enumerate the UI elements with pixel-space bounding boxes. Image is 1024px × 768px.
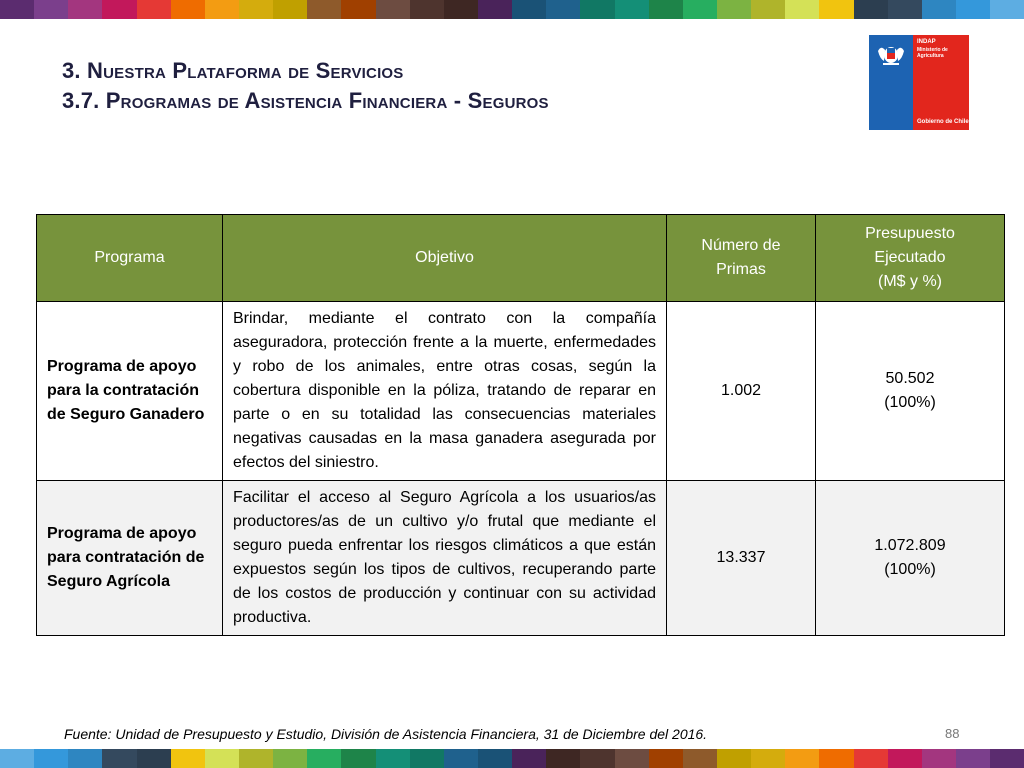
stripe-segment bbox=[307, 749, 341, 768]
stripe-segment bbox=[137, 0, 171, 19]
stripe-segment bbox=[341, 0, 375, 19]
stripe-segment bbox=[546, 0, 580, 19]
stripe-segment bbox=[205, 749, 239, 768]
stripe-segment bbox=[819, 749, 853, 768]
cell-programa: Programa de apoyo para la contratación de Seguro Ganadero bbox=[37, 302, 223, 481]
cell-presupuesto: 1.072.809 (100%) bbox=[816, 481, 1005, 636]
stripe-segment bbox=[615, 0, 649, 19]
table-header-row bbox=[37, 215, 1005, 302]
stripe-segment bbox=[205, 0, 239, 19]
stripe-segment bbox=[649, 0, 683, 19]
logo-name: INDAP bbox=[917, 39, 936, 45]
stripe-segment bbox=[751, 749, 785, 768]
stripe-segment bbox=[0, 0, 34, 19]
stripe-segment bbox=[68, 0, 102, 19]
page-number: 88 bbox=[945, 726, 960, 741]
stripe-segment bbox=[444, 749, 478, 768]
slide-title bbox=[62, 56, 549, 116]
cell-presupuesto: 50.502 (100%) bbox=[816, 302, 1005, 481]
cell-objetivo: Brindar, mediante el contrato con la compañía aseguradora, protección frente a la muerte, enfermedades y robo de los animales, entre otras cosas, según la cobertura disponible en la póliza, tratando de reparar en parte o en su totalidad las consecuencias materiales negativas causadas en la masa ganadera asegurada por efectos del siniestro. bbox=[223, 302, 667, 481]
stripe-segment bbox=[102, 749, 136, 768]
stripe-segment bbox=[751, 0, 785, 19]
stripe-segment bbox=[649, 749, 683, 768]
stripe-segment bbox=[478, 0, 512, 19]
title-line-1: 3. Nuestra Plataforma de Servicios bbox=[62, 58, 404, 83]
column-header-programa: Programa bbox=[37, 215, 223, 302]
stripe-segment bbox=[239, 0, 273, 19]
stripe-segment bbox=[171, 0, 205, 19]
source-note: Fuente: Unidad de Presupuesto y Estudio, División de Asistencia Financiera, 31 de Diciembre del 2016. bbox=[64, 726, 708, 742]
stripe-segment bbox=[580, 749, 614, 768]
logo-government: Gobierno de Chile bbox=[917, 119, 969, 125]
stripe-segment bbox=[273, 749, 307, 768]
stripe-segment bbox=[341, 749, 375, 768]
stripe-segment bbox=[546, 749, 580, 768]
stripe-segment bbox=[683, 0, 717, 19]
stripe-segment bbox=[854, 0, 888, 19]
stripe-segment bbox=[478, 749, 512, 768]
stripe-segment bbox=[819, 0, 853, 19]
table-row bbox=[37, 481, 1005, 636]
stripe-segment bbox=[171, 749, 205, 768]
stripe-segment bbox=[717, 0, 751, 19]
stripe-segment bbox=[922, 749, 956, 768]
stripe-segment bbox=[785, 749, 819, 768]
stripe-segment bbox=[580, 0, 614, 19]
top-color-stripe bbox=[0, 0, 1024, 19]
stripe-segment bbox=[376, 749, 410, 768]
bottom-color-stripe bbox=[0, 749, 1024, 768]
cell-programa: Programa de apoyo para contratación de Seguro Agrícola bbox=[37, 481, 223, 636]
stripe-segment bbox=[444, 0, 478, 19]
stripe-segment bbox=[888, 749, 922, 768]
stripe-segment bbox=[888, 0, 922, 19]
stripe-segment bbox=[410, 749, 444, 768]
cell-primas: 13.337 bbox=[667, 481, 816, 636]
stripe-segment bbox=[307, 0, 341, 19]
stripe-segment bbox=[34, 749, 68, 768]
stripe-segment bbox=[990, 749, 1024, 768]
stripe-segment bbox=[0, 749, 34, 768]
column-header-presupuesto: Presupuesto Ejecutado (M$ y %) bbox=[816, 215, 1005, 302]
table-row bbox=[37, 302, 1005, 481]
title-line-2: 3.7. Programas de Asistencia Financiera - Seguros bbox=[62, 88, 549, 113]
cell-primas: 1.002 bbox=[667, 302, 816, 481]
stripe-segment bbox=[410, 0, 444, 19]
stripe-segment bbox=[785, 0, 819, 19]
stripe-segment bbox=[512, 749, 546, 768]
stripe-segment bbox=[273, 0, 307, 19]
stripe-segment bbox=[717, 749, 751, 768]
programs-table bbox=[36, 214, 1005, 636]
cell-objetivo: Facilitar el acceso al Seguro Agrícola a los usuarios/as productores/as de un cultivo y/o frutal que mediante el seguro pueda enfrentar los riesgos climáticos a que están expuestos según los tipos de cultivos, recuperando parte de los costos de producción y continuar con su actividad productiva. bbox=[223, 481, 667, 636]
stripe-segment bbox=[956, 749, 990, 768]
stripe-segment bbox=[683, 749, 717, 768]
stripe-segment bbox=[34, 0, 68, 19]
stripe-segment bbox=[376, 0, 410, 19]
stripe-segment bbox=[990, 0, 1024, 19]
logo-ministry: Ministerio de Agricultura bbox=[917, 47, 948, 59]
stripe-segment bbox=[615, 749, 649, 768]
column-header-objetivo: Objetivo bbox=[223, 215, 667, 302]
stripe-segment bbox=[854, 749, 888, 768]
stripe-segment bbox=[102, 0, 136, 19]
stripe-segment bbox=[922, 0, 956, 19]
stripe-segment bbox=[512, 0, 546, 19]
stripe-segment bbox=[137, 749, 171, 768]
indap-logo bbox=[869, 35, 969, 130]
coat-of-arms-icon bbox=[875, 41, 907, 67]
stripe-segment bbox=[68, 749, 102, 768]
stripe-segment bbox=[956, 0, 990, 19]
stripe-segment bbox=[239, 749, 273, 768]
column-header-primas: Número de Primas bbox=[667, 215, 816, 302]
